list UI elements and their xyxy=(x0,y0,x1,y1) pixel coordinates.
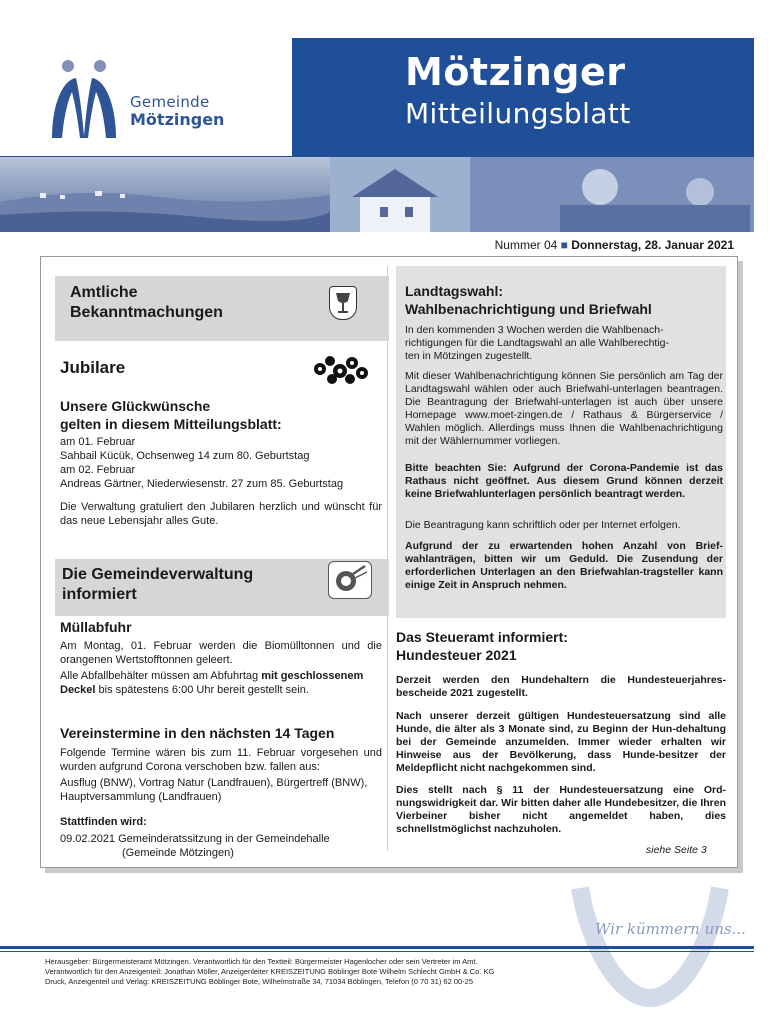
logo-line-gemeinde: Gemeinde xyxy=(130,93,210,111)
jubilare-closing: Die Verwaltung gratuliert den Jubilaren herzlich und wünscht für das neue Lebensjahr alles Gute. xyxy=(60,501,382,527)
muell-p2-pre: Alle Abfallbehälter müssen am Abfuhrtag xyxy=(60,670,262,682)
footer-rule-thin xyxy=(0,951,754,952)
wahl-title: Landtagswahl: Wahlbenachrichtigung und Briefwahl xyxy=(405,283,652,317)
steueramt-title: Das Steueramt informiert: Hundesteuer 2021 xyxy=(396,629,568,663)
imprint-line-1: Herausgeber: Bürgermeisteramt Mötzingen. Verantwortlich für den Textteil: Bürgermeister Hagenlocher oder sein Vertreter im Amt. xyxy=(45,957,478,966)
issue-number: Nummer 04 xyxy=(494,238,558,252)
issue-line xyxy=(495,238,734,252)
jubilar-1-name: Sahbail Kücük, Ochsenweg 14 zum 80. Geburtstag xyxy=(60,450,310,462)
see-page-link[interactable]: siehe Seite 3 xyxy=(646,844,707,856)
goblet-icon xyxy=(330,287,356,319)
vereinstermine-text-2: Ausflug (BNW), Vortrag Natur (Landfrauen), Bürgertreff (BNW), Hauptversammlung (Landfrauen) xyxy=(60,777,368,803)
logo-line-motzingen: Mötzingen xyxy=(130,110,225,129)
event-line-2: (Gemeinde Mötzingen) xyxy=(122,847,234,859)
jubilar-entry-1 xyxy=(60,435,380,463)
jubilar-1-date: am 01. Februar xyxy=(60,436,136,448)
muell-p2-post: bis spätestens 6:00 Uhr bereit gestellt sein. xyxy=(95,684,309,696)
jubilare-title: Jubilare xyxy=(60,358,126,377)
wahl-text-3: Bitte beachten Sie: Aufgrund der Corona-Pandemie ist das Rathaus nicht geöffnet. Aus diesem Grund können derzeit keine Briefwahlunterlagen persönlich beantragt werden. xyxy=(405,462,723,500)
flowers-icon xyxy=(310,349,372,387)
horn-icon xyxy=(329,562,371,598)
gemeinde-logo-icon xyxy=(44,56,126,144)
muellabfuhr-text-1: Am Montag, 01. Februar werden die Biomülltonnen und die orangenen Wertstofftonnen geleert. xyxy=(60,640,382,666)
imprint-line-3: Druck, Anzeigenteil und Verlag: KREISZEITUNG Böblinger Bote, Wilhelmstraße 34, 71034 Böblingen, Telefon (0 70 31) 62 00-25 xyxy=(45,977,474,986)
wahl-text-2: Mit dieser Wahlbenachrichtigung können Sie persönlich am Tag der Landtagswahl wählen oder auch Briefwahl-unterlagen beantragen. Die Beantragung der Briefwahl-unterlagen ist auch über unsere Homepage www.moet-zingen.de / Rathaus & Bürgerservice / Wahlen möglich. Allerdings muss Ihnen die Wahlbenachrichtigung mit der Wählernummer vorliegen. xyxy=(405,370,723,447)
issue-date: Donnerstag, 28. Januar 2021 xyxy=(571,238,734,252)
jubilar-2-date: am 02. Februar xyxy=(60,464,136,476)
steueramt-text-1: Derzeit werden den Hundehaltern die Hundesteuerjahres-bescheide 2021 zugestellt. xyxy=(396,674,726,699)
stattfinden-label: Stattfinden wird: xyxy=(60,816,147,828)
vereinstermine-title: Vereinstermine in den nächsten 14 Tagen xyxy=(60,725,335,741)
vereinstermine-text-1: Folgende Termine wären bis zum 11. Februar vorgesehen und wurden aufgrund Corona verschoben bzw. fallen aus: xyxy=(60,747,382,773)
gemeindeverwaltung-title: Die Gemeindeverwaltung informiert xyxy=(62,566,254,603)
landscape-photos xyxy=(0,157,754,232)
muell-p2-bold-2: Deckel xyxy=(60,684,96,696)
slogan: Wir kümmern uns... xyxy=(595,920,746,938)
photo-strip xyxy=(0,157,754,232)
masthead-subtitle: Mitteilungsblatt xyxy=(405,97,631,130)
event-entry xyxy=(60,832,382,860)
masthead-title: Mötzinger xyxy=(405,50,626,94)
megaphone-icon xyxy=(328,561,372,599)
muellabfuhr-title: Müllabfuhr xyxy=(60,619,132,635)
amtliche-title: Amtliche Bekanntmachungen xyxy=(70,284,223,321)
wahl-text-4: Die Beantragung kann schriftlich oder per Internet erfolgen. xyxy=(405,519,681,531)
jubilar-2-name: Andreas Gärtner, Niederwiesenstr. 27 zum 85. Geburtstag xyxy=(60,478,344,490)
event-line-1: 09.02.2021 Gemeinderatssitzung in der Gemeindehalle xyxy=(60,833,330,845)
wahl-text-5: Aufgrund der zu erwartenden hohen Anzahl von Brief-wahlanträgen, bitten wir um Geduld. Die Zusendung der erforderlichen Unterlagen an den Briefwahlan-tragsteller kann einige Zeit in Anspruch nehmen. xyxy=(405,540,723,591)
imprint xyxy=(45,957,605,987)
muellabfuhr-text-2 xyxy=(60,669,382,697)
steueramt-text-2: Nach unserer derzeit gültigen Hundesteuersatzung sind alle Hunde, die älter als 3 Monate sind, zu Beginn der Hun-dehaltung bei der Gemeinde anzumelden. Immer wieder erhalten wir Hinweise aus der Bevölkerung, dass Hunde-besitzer der Meldepflicht nicht nachgekommen sind. xyxy=(396,710,726,774)
imprint-line-2: Verantwortlich für den Anzeigenteil: Jonathan Möller, Anzeigenleiter KREISZEITUNG Böblinger Bote Wilhelm Schlecht GmbH & Co. KG xyxy=(45,967,495,976)
muell-p2-bold-1: mit geschlossenem xyxy=(261,670,364,682)
jubilare-subtitle: Unsere Glückwünsche gelten in diesem Mitteilungsblatt: xyxy=(60,398,282,432)
jubilar-entry-2 xyxy=(60,463,380,491)
wahl-text-1: In den kommenden 3 Wochen werden die Wahlbenach- richtigungen für die Landtagswahl an alle Wahlberechtig- ten in Mötzingen zugestellt. xyxy=(405,324,670,362)
coat-of-arms-icon xyxy=(329,286,357,320)
steueramt-text-3: Dies stellt nach § 11 der Hundesteuersatzung eine Ord-nungswidrigkeit dar. Wir bitten daher alle Hundebesitzer, die Ihren Vierbeiner bisher nicht angemeldet haben, dies schnellstmöglichst nachzuholen. xyxy=(396,784,726,835)
footer-rule-thick xyxy=(0,946,754,949)
issue-separator: ■ xyxy=(560,238,568,252)
